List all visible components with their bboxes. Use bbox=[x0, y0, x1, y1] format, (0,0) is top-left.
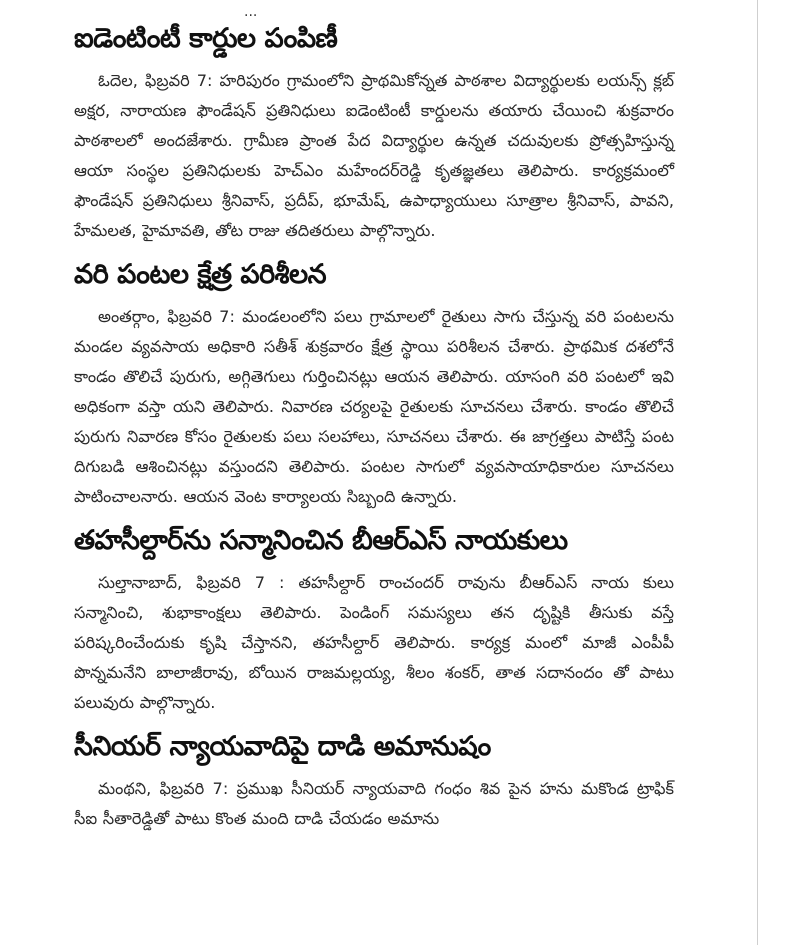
headline-lawyer-attack: సీనియర్ న్యాయవాదిపై దాడి అమానుషం bbox=[74, 731, 491, 762]
column-divider bbox=[757, 0, 800, 945]
article-tahsildar-felicitation bbox=[74, 524, 674, 718]
news-column bbox=[74, 6, 674, 846]
headline-tahsildar-felicitation: తహసీల్దార్‌ను సన్మానించిన బీఆర్ఎస్ నాయకులు bbox=[74, 525, 568, 556]
article-body-id-cards: ఓదెల, ఫిబ్రవరి 7: హరిపురం గ్రామంలోని ప్రాథమికోన్నత పాఠశాల విద్యార్థులకు లయన్స్ క్లబ్ అక్షర, నారాయణ ఫౌండేషన్ ప్రతినిధులు ఐడెంటింటీ కార్డులను తయారు చేయించి శుక్రవారం పాఠశాలలో అందజేశారు. గ్రామీణ ప్రాంత పేద విద్యార్థుల ఉన్నత చదువులకు ప్రోత్సహిస్తున్న ఆయా సంస్థల ప్రతినిధులకు హెచ్ఎం మహేందర్‌రెడ్డి కృతజ్ఞతలు తెలిపారు. కార్యక్రమంలో ఫౌండేషన్ ప్రతినిధులు శ్రీనివాస్, ప్రదీప్, భూమేష్, ఉపాధ్యాయులు సూత్రాల శ్రీనివాస్, పావని, హేమలత, హైమావతి, తోట రాజు తదితరులు పాల్గొన్నారు. bbox=[74, 71, 674, 240]
article-body-crop-inspection: అంతర్గాం, ఫిబ్రవరి 7: మండలంలోని పలు గ్రామాలలో రైతులు సాగు చేస్తున్న వరి పంటలను మండల వ్యవసాయ అధికారి సతీశ్ శుక్రవారం క్షేత్ర స్థాయి పరిశీలన చేశారు. ప్రాథమిక దశలోనే కాండం తొలిచే పురుగు, అగ్గితెగులు గుర్తించినట్లు ఆయన తెలిపారు. యాసంగి వరి పంటలో ఇవి అధికంగా వస్తా యని తెలిపారు. నివారణ చర్యలపై రైతులకు సూచనలు చేశారు. కాండం తొలిచే పురుగు నివారణ కోసం రైతులకు పలు సలహాలు, సూచనలు చేశారు. ఈ జాగ్రత్తలు పాటిస్తే పంట దిగుబడి ఆశించినట్లు వస్తుందని తెలిపారు. పంటల సాగులో వ్యవసాయాధికారుల సూచనలు పాటించాలనారు. ఆయన వెంట కార్యాలయ సిబ్బంది ఉన్నారు. bbox=[74, 307, 674, 506]
previous-text-fragment: ... bbox=[244, 6, 258, 18]
headline-crop-inspection: వరి పంటల క్షేత్ర పరిశీలన bbox=[74, 259, 327, 290]
headline-id-cards: ఐడెంటింటీ కార్డుల పంపిణీ bbox=[74, 23, 338, 54]
article-lawyer-attack bbox=[74, 730, 674, 834]
article-crop-inspection bbox=[74, 258, 674, 512]
article-body-tahsildar-felicitation: సుల్తానాబాద్, ఫిబ్రవరి 7 : తహసీల్దార్ రాంచందర్ రావును బీఆర్ఎస్ నాయ కులు సన్మానించి, శుభాకాంక్షలు తెలిపారు. పెండింగ్ సమస్యలు తన దృష్టికి తీసుకు వస్తే పరిష్కరించేందుకు కృషి చేస్తానని, తహసీల్దార్ తెలిపారు. కార్యక్ర మంలో మాజీ ఎంపీపీ పొన్నమనేని బాలాజీరావు, బోయిన రాజమల్లయ్య, శీలం శంకర్, తాత సదానందం తో పాటు పలువురు పాల్గొన్నారు. bbox=[74, 573, 674, 712]
article-body-lawyer-attack: మంథని, ఫిబ్రవరి 7: ప్రముఖ సీనియర్ న్యాయవాది గంధం శివ పైన హను మకొండ ట్రాఫిక్ సీఐ సీతారెడ్డితో పాటు కొంత మంది దాడి చేయడం అమాను bbox=[74, 779, 674, 828]
article-id-cards bbox=[74, 22, 674, 246]
